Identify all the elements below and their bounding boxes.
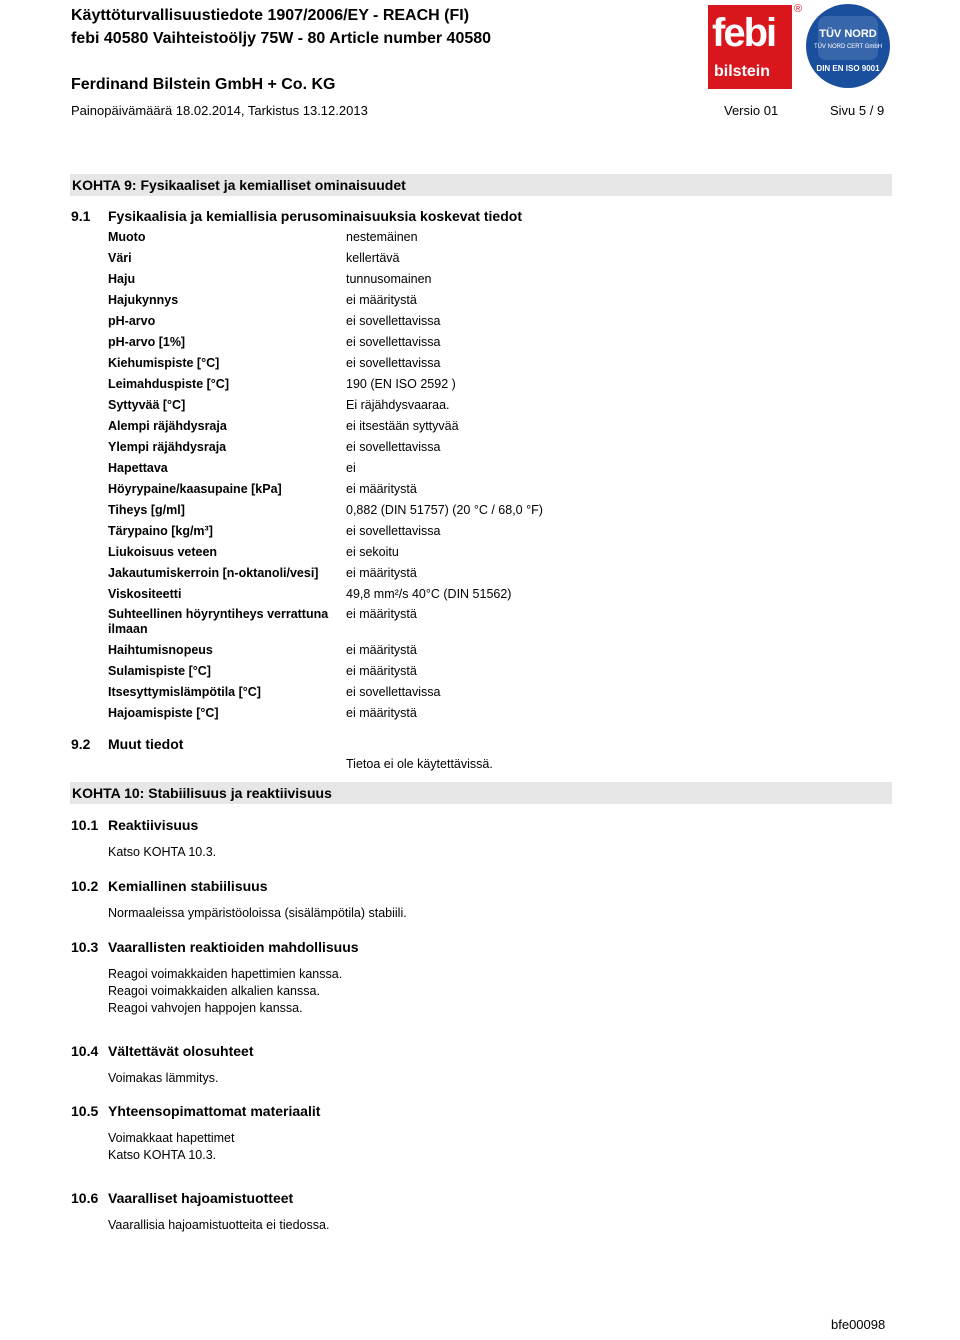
property-label: pH-arvo xyxy=(108,314,156,328)
subsection-title: Vältettävät olosuhteet xyxy=(108,1043,254,1059)
property-label: pH-arvo [1%] xyxy=(108,335,186,349)
property-value: ei määritystä xyxy=(346,706,417,720)
property-label: Ylempi räjähdysraja xyxy=(108,440,227,454)
subsection-text: Vaarallisia hajoamistuotteita ei tiedossa. xyxy=(108,1218,330,1232)
subsection-text: Reagoi vahvojen happojen kanssa. xyxy=(108,1001,303,1015)
section-10-heading: KOHTA 10: Stabiilisuus ja reaktiivisuus xyxy=(70,782,892,804)
property-value: ei sovellettavissa xyxy=(346,524,441,538)
property-value: ei määritystä xyxy=(346,607,417,621)
property-value: ei sovellettavissa xyxy=(346,685,441,699)
property-value: ei sovellettavissa xyxy=(346,335,441,349)
property-label: Jakautumiskerroin [n-oktanoli/vesi] xyxy=(108,566,319,580)
property-label: Liukoisuus veteen xyxy=(108,545,218,559)
footer-code: bfe00098 xyxy=(831,1317,886,1332)
property-value: kellertävä xyxy=(346,251,400,265)
property-label: Muoto xyxy=(108,230,146,244)
property-value: ei sovellettavissa xyxy=(346,314,441,328)
property-label: Hajoamispiste [°C] xyxy=(108,706,219,720)
logo-sub-text: bilstein xyxy=(714,63,771,80)
property-label: Tärypaino [kg/m³] xyxy=(108,524,213,538)
febi-logo xyxy=(708,3,803,89)
subsection-text: Normaaleissa ympäristöoloissa (sisälämpötila) stabiili. xyxy=(108,906,407,920)
property-label: Suhteellinen höyryntiheys verrattuna xyxy=(108,607,329,621)
subsection-number: 10.4 xyxy=(71,1043,99,1059)
property-value: Ei räjähdysvaaraa. xyxy=(346,398,450,412)
subsection-9-2-text: Tietoa ei ole käytettävissä. xyxy=(346,757,493,771)
subsection-title: Yhteensopimattomat materiaalit xyxy=(108,1103,321,1119)
property-label: Höyrypaine/kaasupaine [kPa] xyxy=(108,482,282,496)
property-label: Tiheys [g/ml] xyxy=(108,503,185,517)
logo-main-text: febi xyxy=(712,11,776,55)
property-label: Itsesyttymislämpötila [°C] xyxy=(108,685,261,699)
subsection-number: 10.3 xyxy=(71,939,99,955)
property-value: 0,882 (DIN 51757) (20 °C / 68,0 °F) xyxy=(346,503,543,517)
property-value: 190 (EN ISO 2592 ) xyxy=(346,377,456,391)
property-value: ei määritystä xyxy=(346,482,417,496)
subsection-number: 10.5 xyxy=(71,1103,99,1119)
company-name: Ferdinand Bilstein GmbH + Co. KG xyxy=(71,76,336,93)
property-value: ei sovellettavissa xyxy=(346,356,441,370)
property-value: nestemäinen xyxy=(346,230,418,244)
subsection-number: 10.2 xyxy=(71,878,99,894)
subsection-title: Vaarallisten reaktioiden mahdollisuus xyxy=(108,939,359,955)
tuv-certification-seal xyxy=(806,4,890,88)
subsection-title: Vaaralliset hajoamistuotteet xyxy=(108,1190,294,1206)
property-value: ei määritystä xyxy=(346,643,417,657)
subsection-title: Kemiallinen stabiilisuus xyxy=(108,878,268,894)
subsection-text: Voimakas lämmitys. xyxy=(108,1071,219,1085)
product-name: febi 40580 Vaihteistoöljy 75W - 80 Article number 40580 xyxy=(71,30,492,47)
property-value: ei sekoitu xyxy=(346,545,399,559)
page-number: Sivu 5 / 9 xyxy=(830,103,885,118)
property-label: Sulamispiste [°C] xyxy=(108,664,211,678)
subsection-title: Reaktiivisuus xyxy=(108,817,199,833)
property-value: ei määritystä xyxy=(346,664,417,678)
subsection-9-1-title: Fysikaalisia ja kemiallisia perusominaisuuksia koskevat tiedot xyxy=(108,208,522,224)
property-label: Haihtumisnopeus xyxy=(108,643,213,657)
property-label: Viskositeetti xyxy=(108,587,182,601)
tuv-sub: TÜV NORD CERT GmbH xyxy=(813,44,883,50)
subsection-text: Katso KOHTA 10.3. xyxy=(108,845,217,859)
property-label: Syttyvää [°C] xyxy=(108,398,186,412)
tuv-name: TÜV NORD xyxy=(819,28,877,40)
property-label: Haju xyxy=(108,272,136,286)
property-label: Leimahduspiste [°C] xyxy=(108,377,229,391)
subsection-text: Reagoi voimakkaiden hapettimien kanssa. xyxy=(108,967,343,981)
version: Versio 01 xyxy=(724,103,779,118)
property-value: ei xyxy=(346,461,356,475)
property-label: Alempi räjähdysraja xyxy=(108,419,227,433)
document-title: Käyttöturvallisuustiedote 1907/2006/EY - REACH (FI) xyxy=(71,7,470,24)
property-value: 49,8 mm²/s 40°C (DIN 51562) xyxy=(346,587,512,601)
subsection-text: Katso KOHTA 10.3. xyxy=(108,1148,217,1162)
property-value: ei määritystä xyxy=(346,293,417,307)
subsection-text: Voimakkaat hapettimet xyxy=(108,1131,235,1145)
property-label: Kiehumispiste [°C] xyxy=(108,356,220,370)
property-value: tunnusomainen xyxy=(346,272,432,286)
subsection-9-1-number: 9.1 xyxy=(71,208,91,224)
subsection-9-2-number: 9.2 xyxy=(71,736,91,752)
print-date: Painopäivämäärä 18.02.2014, Tarkistus 13.12.2013 xyxy=(71,103,368,118)
property-label: Hajukynnys xyxy=(108,293,179,307)
subsection-text: Reagoi voimakkaiden alkalien kanssa. xyxy=(108,984,320,998)
registered-icon: ® xyxy=(794,3,803,15)
property-label: Hapettava xyxy=(108,461,168,475)
subsection-number: 10.1 xyxy=(71,817,99,833)
property-label: Väri xyxy=(108,251,132,265)
tuv-iso: DIN EN ISO 9001 xyxy=(816,64,880,73)
property-value: ei itsestään syttyvää xyxy=(346,419,459,433)
subsection-number: 10.6 xyxy=(71,1190,99,1206)
property-label-continued: ilmaan xyxy=(108,622,148,636)
section-9-heading: KOHTA 9: Fysikaaliset ja kemialliset ominaisuudet xyxy=(70,174,892,196)
property-value: ei sovellettavissa xyxy=(346,440,441,454)
subsection-9-2-title: Muut tiedot xyxy=(108,736,184,752)
property-value: ei määritystä xyxy=(346,566,417,580)
